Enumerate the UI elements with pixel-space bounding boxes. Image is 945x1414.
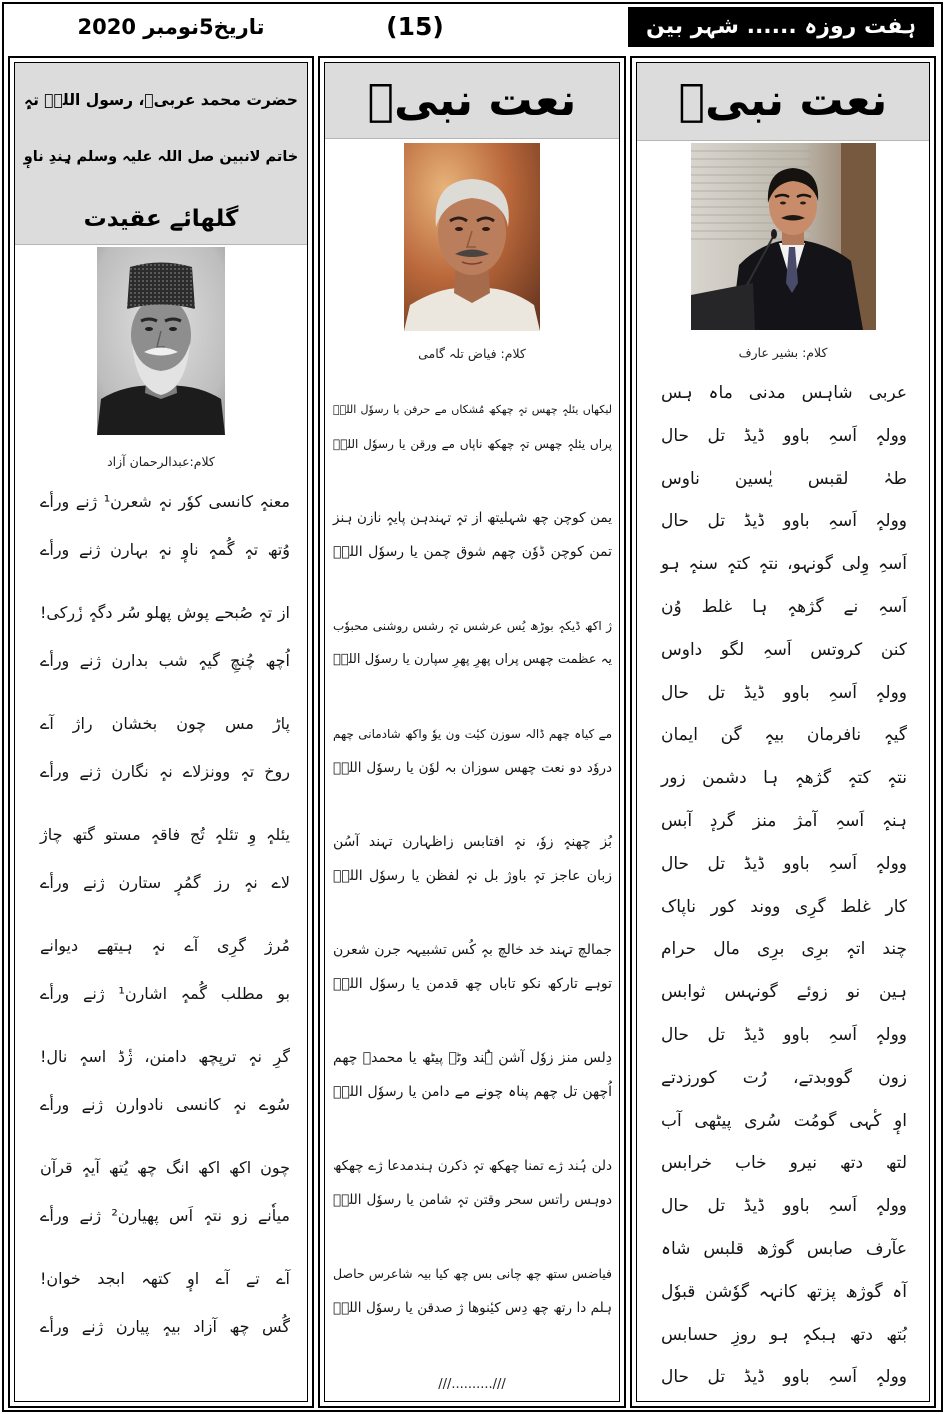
poem-line: اوٕ کٔہی گومُت سُری پیٹھی آب [661, 1110, 907, 1131]
stanza [15, 922, 307, 1018]
poem-line: میاٗنے زو نتہٕ اَس پھیارن² ژنے ورأے [40, 1206, 290, 1225]
poem-line: روخ تہٕ وونزلاے نہٕ نگارن ژنے ورأے [40, 762, 290, 781]
poem-line: دِلس منز زوٗل آشن ہُند وٹہ پیٹھ یا محمدؐ چھم [333, 1050, 612, 1066]
poem-line: دروٗد دو نعت چھس سوزان بہ لوٗن یا رسوٗل اللہؐ [333, 760, 612, 776]
column-left-frame [14, 62, 308, 1402]
title-box [637, 63, 929, 141]
poem-line: گیہٕ نافرمان بیہٕ گن ایمان [661, 725, 907, 746]
poem-line: لیکھاں یئلہٕ چھس تہٕ چھکھ مُشکاں مے حرفن یا رسوٗل اللہؐ [333, 403, 612, 416]
poem-line: ہنہٕ اَسہِ آمژ منز گردٕ آبس [661, 810, 907, 831]
stanza [325, 609, 619, 677]
poet-portrait-photo [404, 143, 540, 331]
stanza [325, 393, 619, 461]
stanza [325, 717, 619, 785]
poem-line: دلن ہُند ژے تمنا چھکھ تہٕ ذکرن ہندمدعا ژے چھکھ [333, 1158, 612, 1174]
poem-line: معنہٕ کانسی کوٗر نہٕ شعرن¹ ژنے ورأے [40, 492, 291, 511]
poem-body [325, 393, 619, 1365]
page-number: (15) [386, 12, 444, 41]
poem-line: لتھ دتھ نیرو خاب خرابس [661, 1153, 907, 1174]
stanza [325, 1041, 619, 1109]
poem-line: وولہٕ اَسہِ باوو ڈیڈ تل حال [661, 511, 907, 532]
poem-line: عآرف صابس گوژھ قلبس شاہ [661, 1238, 907, 1259]
stanza [15, 1255, 307, 1351]
poet-byline: کلام:عبدالرحمان آزاد [107, 454, 215, 469]
poem-line: سُوے نہٕ کانسی نادوارن ژنے ورأے [40, 1095, 290, 1114]
poem-line: پراں یئلہٕ چھس تہٕ چھکھ ناپاں مے ورقن یا رسوٗل اللہؐ [333, 437, 612, 451]
title-box [325, 63, 619, 139]
photo-area [325, 141, 619, 333]
title-box [15, 63, 307, 245]
poem-line: زبان عاجز تہٕ باوژ بل نہٕ لفظن یا رسوٗل اللہؐ [333, 868, 612, 884]
poem-line: وولہٕ اَسہِ باوو ڈیڈ تل حال [661, 682, 907, 703]
poem-line: یہ عظمت چھس پراں پھرِ پھرِ سپارن یا رسوٗل اللہؐ [333, 652, 612, 667]
poet-byline: کلام: فیاض تلہ گامی [418, 346, 526, 361]
poem-line: مُرژ گرِی آے نہٕ ہیتھے دیوانے [40, 936, 290, 955]
stanza [15, 1144, 307, 1240]
poem-line: چند اتہٕ برِی برِی مال حرام [661, 939, 907, 960]
poem-line: بُتھ دتھ ہبکہٕ ہو روزِ حسابس [661, 1324, 907, 1345]
stanza [15, 700, 307, 796]
poem-line: گرِ نہٕ ترپچھ دامنن، ژٔڈ اسہٕ نال! [40, 1047, 290, 1066]
poem-line: جمالچ تہند خد خالچ بہٕ کُس تشبیہہ جرن شعرن [333, 942, 612, 958]
poem-line: نتہٕ کتہٕ گژھہٕ ہا دشمن زور [661, 768, 907, 789]
poem-line: یئلہٕ وِ تئلہٕ تُج فاقہٕ مستو گتھ چاژ [40, 825, 290, 844]
column-title: نعت نبیؐ [367, 75, 577, 126]
poem-line: لاے نہٕ رز گمُرٕ ستارن ژنے ورأے [40, 873, 290, 892]
poem-line: وولہٕ اَسہِ باوو ڈیڈ تل حال [661, 853, 907, 874]
poem-line: ژ اکھ ڈیکہٕ بوڑھ یُس عرشس تہٕ رشس روشنی محبوٗب [333, 619, 612, 633]
column-middle [318, 56, 626, 1408]
poem-line: دوہس راتس سحر وقتن تہٕ شامن یا رسوٗل اللہؐ [333, 1192, 612, 1208]
column-middle-frame [324, 62, 620, 1402]
poem-line: فیاضس ستھ چھ چانی بس چھ کیا بیہ شاعرس حاصل [333, 1266, 612, 1281]
poem-line: اَسہِ وِلی گونہو، نتہٕ کتہٕ سنہٕ ہو [661, 554, 907, 575]
poem-line: یمن کوچن چھ شہلیتھ از تہٕ تہندہن پایہٕ نازن ہنز [333, 510, 612, 526]
column-left [8, 56, 314, 1408]
column-title: نعت نبیؐ [678, 75, 888, 126]
publication-name: ہفت روزہ ...... شہر بین [628, 7, 934, 47]
poem-line: وولہٕ اَسہِ باوو ڈیڈ تل حال [661, 1024, 907, 1045]
poem-line: کار غلط گرِی ووند کور ناپاک [661, 896, 907, 917]
poem-line: بو مطلب گُمہٕ اشارن¹ ژنے ورأے [40, 984, 291, 1003]
column-right [630, 56, 936, 1408]
poem-line: از تہٕ صُبحے پوش پھلو سُر دگہٕ زٔرکی! [40, 603, 290, 622]
column-title-line: حضرت محمد عربیؐ، رسول اللہؐ تہٕ [24, 91, 298, 109]
poem-line: گُس چھ آزاد بیہٕ پیارن ژنے ورأے [40, 1317, 290, 1336]
poet-portrait-photo [691, 143, 876, 330]
poem-line: آے تے آے اوٕ کتھہ ابجد خوان! [40, 1269, 290, 1288]
end-mark: ///........../// [438, 1377, 506, 1392]
photo-area [637, 141, 929, 333]
poem-line: کنن کروتس اَسہِ لگو داوس [661, 639, 907, 660]
poem-line: اَسہِ نے گژھہٕ ہا غلط وُن [661, 596, 907, 617]
stanza [15, 589, 307, 685]
poem-line: آہ گوژھ پزتھ کانہہ گوٗشن قبوٗل [661, 1281, 907, 1302]
stanza [15, 478, 307, 574]
stanza [325, 933, 619, 1001]
column-subtitle: گلھائے عقیدت [83, 206, 239, 232]
stanza [325, 1149, 619, 1217]
stanza [15, 811, 307, 907]
poet-byline: کلام: بشیر عارف [738, 345, 828, 360]
poem-line: ہین نو زوئے گونہس ثوابس [661, 982, 907, 1003]
poem-line: وولہٕ اَسہِ باوو ڈیڈ تل حال [661, 1367, 907, 1388]
poem-line: مے کیاہ چھم ڈالہ سوزن کیٔت ون یوٗ واکھ شادمانی چھم [333, 727, 612, 741]
stanza [325, 501, 619, 569]
column-title-line: خاتم لانبین صل اللہ علیہ وسلم ہِندِ ناوٕ [23, 149, 299, 165]
poem-line: بُز چھنہٕ زوٗ، نہٕ افتابس زاظہارن تہند آسُن [333, 834, 612, 850]
poem-line: اُچھ چُنچِ گیہٕ شب بدارن ژنے ورأے [40, 651, 290, 670]
poem-line: وُتھ تہٕ گُمہٕ ناوٕ نہٕ بہارن ژنے ورأے [40, 540, 290, 559]
issue-date: تاریخ5نومبر 2020 [77, 15, 265, 39]
poem-body [15, 478, 307, 1366]
poem-line: اُچھن تل چھم پناہ چونے مے دامن یا رسوٗل اللہؐ [333, 1084, 612, 1100]
poem-line: زون گووبدتے، رُت کورزدتے [661, 1067, 907, 1088]
photo-area [15, 245, 307, 441]
poem-line: وولہٕ اَسہِ باوو ڈیڈ تل حال [661, 1196, 907, 1217]
poem-body [637, 372, 929, 1399]
column-right-frame [636, 62, 930, 1402]
stanza [15, 1033, 307, 1129]
poem-line: پاڑ مس چون بخشان راژ آے [40, 714, 290, 733]
poem-line: چون اکھ اکھ انگ چھ یُتھ آیہٕ قرآن [40, 1158, 290, 1177]
stanza [325, 1257, 619, 1325]
poem-line: طہٰ لقبس یٰسین ناوس [661, 468, 907, 489]
poem-line: عربی شاہس مدنی ماہ ہس [661, 383, 907, 403]
poem-line: تمن کوچن ڈوٗن چھم شوق چمن یا رسوٗل اللہؐ [333, 544, 612, 560]
stanza [325, 825, 619, 893]
poet-portrait-photo [97, 247, 225, 435]
poem-line: وولہٕ اَسہِ باوو ڈیڈ تل حال [661, 425, 907, 446]
poem-line: توہے تارکھ نکو تاباں چھ قدمن یا رسوٗل اللہؐ [333, 976, 612, 992]
poem-line: ہلم دا رتھ چھ دِس کیٔنوھا ژ صدقن یا رسوٗل اللہؐ [333, 1300, 612, 1316]
